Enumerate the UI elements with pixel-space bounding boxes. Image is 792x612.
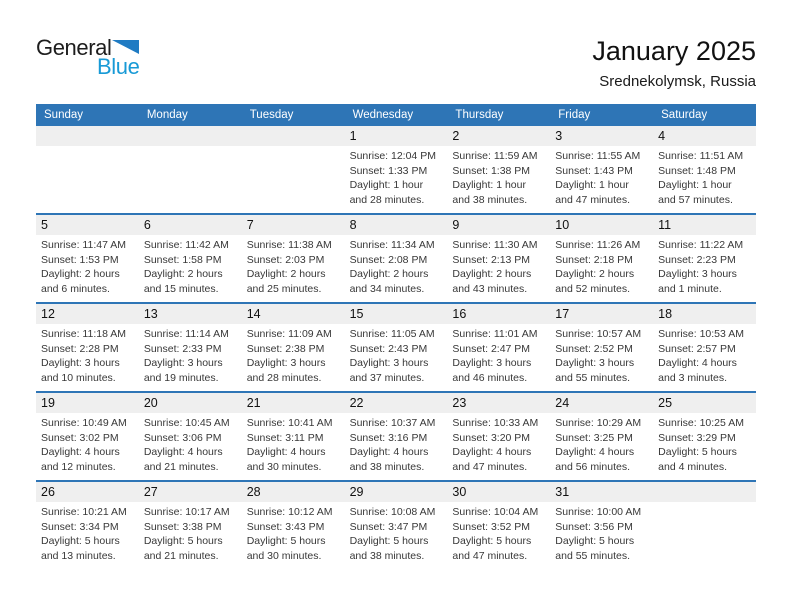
weekday-header-wednesday: Wednesday	[352, 109, 414, 121]
daylight-text: Daylight: 2 hours and 52 minutes.	[555, 268, 635, 295]
day-number	[36, 126, 139, 146]
day-number: 9	[447, 215, 550, 235]
calendar-day-cell	[36, 482, 139, 569]
calendar-day-cell	[653, 304, 756, 391]
day-details	[242, 502, 345, 569]
sunset-text: Sunset: 2:57 PM	[658, 342, 736, 355]
calendar-day-cell	[139, 215, 242, 302]
week-row	[36, 213, 756, 302]
daylight-text: Daylight: 2 hours and 6 minutes.	[41, 268, 120, 295]
day-number	[653, 482, 756, 502]
daylight-text: Daylight: 5 hours and 55 minutes.	[555, 535, 635, 562]
day-details	[242, 413, 345, 480]
sunrise-text: Sunrise: 11:42 AM	[143, 239, 229, 251]
day-number	[242, 126, 345, 146]
daylight-text: Daylight: 3 hours and 28 minutes.	[246, 357, 326, 384]
calendar-day-cell	[550, 393, 653, 480]
sunset-text: Sunset: 3:16 PM	[349, 431, 428, 444]
calendar-weeks	[36, 126, 756, 569]
daylight-text: Daylight: 4 hours and 38 minutes.	[349, 446, 429, 473]
day-number: 3	[550, 126, 653, 146]
day-details	[139, 413, 242, 480]
sunrise-text: Sunrise: 10:12 AM	[246, 506, 333, 518]
weekday-header-row	[36, 104, 756, 126]
day-details	[345, 235, 448, 302]
day-number: 27	[139, 482, 242, 502]
day-number: 6	[139, 215, 242, 235]
day-details	[345, 413, 448, 480]
sunrise-text: Sunrise: 10:57 AM	[555, 328, 642, 340]
sunset-text: Sunset: 3:47 PM	[349, 520, 428, 533]
title-block	[592, 36, 756, 91]
sunset-text: Sunset: 3:43 PM	[246, 520, 325, 533]
month-title: January 2025	[592, 36, 756, 66]
daylight-text: Daylight: 5 hours and 38 minutes.	[349, 535, 429, 562]
week-row	[36, 126, 756, 213]
sunset-text: Sunset: 3:56 PM	[555, 520, 633, 533]
sunset-text: Sunset: 1:38 PM	[452, 164, 531, 177]
calendar-day-cell	[139, 304, 242, 391]
sunset-text: Sunset: 1:58 PM	[143, 253, 222, 266]
calendar-day-cell	[447, 304, 550, 391]
calendar-day-cell	[447, 393, 550, 480]
sunset-text: Sunset: 2:03 PM	[246, 253, 325, 266]
daylight-text: Daylight: 5 hours and 13 minutes.	[41, 535, 120, 562]
day-details	[550, 235, 653, 302]
sunset-text: Sunset: 3:34 PM	[41, 520, 119, 533]
sunrise-text: Sunrise: 11:01 AM	[452, 328, 538, 340]
sunset-text: Sunset: 2:28 PM	[41, 342, 119, 355]
sunrise-text: Sunrise: 10:41 AM	[246, 417, 333, 429]
sunrise-text: Sunrise: 10:33 AM	[452, 417, 539, 429]
calendar-day-cell	[345, 393, 448, 480]
day-number: 23	[447, 393, 550, 413]
day-details	[345, 324, 448, 391]
day-number: 10	[550, 215, 653, 235]
sunset-text: Sunset: 3:29 PM	[658, 431, 736, 444]
sunset-text: Sunset: 3:20 PM	[452, 431, 531, 444]
calendar-day-cell	[447, 126, 550, 213]
sunset-text: Sunset: 3:52 PM	[452, 520, 531, 533]
day-details	[242, 324, 345, 391]
daylight-text: Daylight: 4 hours and 47 minutes.	[452, 446, 532, 473]
day-details	[36, 235, 139, 302]
calendar-day-cell	[345, 304, 448, 391]
general-blue-logo	[36, 36, 139, 77]
calendar-day-cell	[550, 482, 653, 569]
week-row	[36, 391, 756, 480]
sunset-text: Sunset: 1:43 PM	[555, 164, 633, 177]
day-details	[447, 502, 550, 569]
weekday-header-tuesday: Tuesday	[249, 109, 294, 121]
day-details	[345, 146, 448, 213]
calendar-day-cell	[242, 304, 345, 391]
week-row	[36, 480, 756, 569]
day-details	[447, 324, 550, 391]
daylight-text: Daylight: 2 hours and 15 minutes.	[143, 268, 223, 295]
sunrise-text: Sunrise: 11:59 AM	[452, 150, 538, 162]
day-details	[653, 413, 756, 480]
sunrise-text: Sunrise: 12:04 PM	[349, 150, 436, 162]
day-details	[242, 235, 345, 302]
calendar-day-cell	[242, 393, 345, 480]
day-details	[550, 413, 653, 480]
location-subtitle: Srednekolymsk, Russia	[599, 73, 756, 90]
calendar-empty-cell	[139, 126, 242, 213]
calendar-day-cell	[345, 482, 448, 569]
sunrise-text: Sunrise: 10:25 AM	[658, 417, 744, 429]
sunrise-text: Sunrise: 10:45 AM	[143, 417, 230, 429]
sunrise-text: Sunrise: 11:55 AM	[555, 150, 641, 162]
sunrise-text: Sunrise: 11:18 AM	[41, 328, 127, 340]
daylight-text: Daylight: 4 hours and 3 minutes.	[658, 357, 737, 384]
daylight-text: Daylight: 3 hours and 37 minutes.	[349, 357, 429, 384]
top-bar	[36, 36, 756, 91]
sunrise-text: Sunrise: 10:04 AM	[452, 506, 539, 518]
calendar-day-cell	[653, 126, 756, 213]
day-number: 5	[36, 215, 139, 235]
calendar-day-cell	[447, 482, 550, 569]
daylight-text: Daylight: 5 hours and 47 minutes.	[452, 535, 532, 562]
sunrise-text: Sunrise: 11:05 AM	[349, 328, 435, 340]
sunset-text: Sunset: 1:48 PM	[658, 164, 736, 177]
day-number: 26	[36, 482, 139, 502]
sunrise-text: Sunrise: 10:08 AM	[349, 506, 436, 518]
sunset-text: Sunset: 2:18 PM	[555, 253, 633, 266]
day-number: 12	[36, 304, 139, 324]
daylight-text: Daylight: 4 hours and 12 minutes.	[41, 446, 120, 473]
day-number: 11	[653, 215, 756, 235]
sunrise-text: Sunrise: 11:51 AM	[658, 150, 744, 162]
daylight-text: Daylight: 3 hours and 55 minutes.	[555, 357, 635, 384]
calendar-day-cell	[242, 215, 345, 302]
weekday-header-monday: Monday	[146, 109, 188, 121]
calendar-day-cell	[447, 215, 550, 302]
calendar-day-cell	[653, 215, 756, 302]
calendar-day-cell	[242, 482, 345, 569]
daylight-text: Daylight: 1 hour and 38 minutes.	[452, 179, 528, 206]
daylight-text: Daylight: 5 hours and 21 minutes.	[143, 535, 223, 562]
sunrise-text: Sunrise: 10:21 AM	[41, 506, 127, 518]
calendar-day-cell	[345, 215, 448, 302]
daylight-text: Daylight: 1 hour and 47 minutes.	[555, 179, 630, 206]
day-number: 24	[550, 393, 653, 413]
weekday-header-saturday: Saturday	[661, 109, 708, 121]
sunset-text: Sunset: 1:33 PM	[349, 164, 428, 177]
sunrise-text: Sunrise: 10:37 AM	[349, 417, 436, 429]
daylight-text: Daylight: 3 hours and 19 minutes.	[143, 357, 223, 384]
daylight-text: Daylight: 4 hours and 56 minutes.	[555, 446, 635, 473]
sunrise-text: Sunrise: 10:00 AM	[555, 506, 642, 518]
daylight-text: Daylight: 2 hours and 43 minutes.	[452, 268, 532, 295]
day-details	[36, 502, 139, 569]
sunrise-text: Sunrise: 11:47 AM	[41, 239, 127, 251]
daylight-text: Daylight: 3 hours and 46 minutes.	[452, 357, 532, 384]
calendar-day-cell	[139, 393, 242, 480]
sunrise-text: Sunrise: 11:34 AM	[349, 239, 435, 251]
day-number: 7	[242, 215, 345, 235]
logo-text-general: General	[36, 35, 112, 60]
sunset-text: Sunset: 2:23 PM	[658, 253, 736, 266]
day-number: 4	[653, 126, 756, 146]
calendar-day-cell	[36, 215, 139, 302]
daylight-text: Daylight: 2 hours and 25 minutes.	[246, 268, 326, 295]
day-details	[653, 146, 756, 213]
sunrise-text: Sunrise: 10:53 AM	[658, 328, 744, 340]
day-number: 30	[447, 482, 550, 502]
day-number: 21	[242, 393, 345, 413]
day-number: 17	[550, 304, 653, 324]
sunrise-text: Sunrise: 11:09 AM	[246, 328, 332, 340]
day-number: 2	[447, 126, 550, 146]
sunset-text: Sunset: 3:06 PM	[143, 431, 222, 444]
daylight-text: Daylight: 4 hours and 30 minutes.	[246, 446, 326, 473]
day-details	[653, 235, 756, 302]
sunrise-text: Sunrise: 11:14 AM	[143, 328, 229, 340]
daylight-text: Daylight: 1 hour and 57 minutes.	[658, 179, 733, 206]
day-details	[345, 502, 448, 569]
day-details	[447, 146, 550, 213]
day-details	[550, 502, 653, 569]
sunset-text: Sunset: 2:38 PM	[246, 342, 325, 355]
weekday-header-thursday: Thursday	[455, 109, 504, 121]
calendar-day-cell	[36, 393, 139, 480]
daylight-text: Daylight: 3 hours and 1 minute.	[658, 268, 737, 295]
calendar-empty-cell	[242, 126, 345, 213]
calendar-day-cell	[550, 215, 653, 302]
sunset-text: Sunset: 2:08 PM	[349, 253, 428, 266]
day-number: 16	[447, 304, 550, 324]
sunrise-text: Sunrise: 11:30 AM	[452, 239, 538, 251]
day-number: 19	[36, 393, 139, 413]
day-number: 18	[653, 304, 756, 324]
sunrise-text: Sunrise: 10:29 AM	[555, 417, 642, 429]
day-number: 1	[345, 126, 448, 146]
day-details	[139, 235, 242, 302]
calendar-empty-cell	[36, 126, 139, 213]
day-number: 14	[242, 304, 345, 324]
day-details	[447, 235, 550, 302]
daylight-text: Daylight: 5 hours and 4 minutes.	[658, 446, 737, 473]
sunset-text: Sunset: 3:02 PM	[41, 431, 119, 444]
calendar-table	[36, 104, 756, 569]
calendar-day-cell	[139, 482, 242, 569]
daylight-text: Daylight: 2 hours and 34 minutes.	[349, 268, 429, 295]
day-details	[36, 413, 139, 480]
sunset-text: Sunset: 3:38 PM	[143, 520, 222, 533]
sunset-text: Sunset: 1:53 PM	[41, 253, 119, 266]
day-number: 22	[345, 393, 448, 413]
daylight-text: Daylight: 4 hours and 21 minutes.	[143, 446, 223, 473]
sunset-text: Sunset: 2:43 PM	[349, 342, 428, 355]
day-number: 25	[653, 393, 756, 413]
day-details	[36, 324, 139, 391]
sunrise-text: Sunrise: 10:17 AM	[143, 506, 230, 518]
day-number: 8	[345, 215, 448, 235]
day-number: 20	[139, 393, 242, 413]
day-number: 29	[345, 482, 448, 502]
day-details	[653, 324, 756, 391]
calendar-day-cell	[345, 126, 448, 213]
calendar-day-cell	[550, 304, 653, 391]
day-details	[550, 146, 653, 213]
daylight-text: Daylight: 1 hour and 28 minutes.	[349, 179, 425, 206]
sunset-text: Sunset: 3:11 PM	[246, 431, 324, 444]
day-details	[447, 413, 550, 480]
day-number: 31	[550, 482, 653, 502]
calendar-day-cell	[36, 304, 139, 391]
daylight-text: Daylight: 3 hours and 10 minutes.	[41, 357, 120, 384]
sunrise-text: Sunrise: 11:38 AM	[246, 239, 332, 251]
sunrise-text: Sunrise: 11:26 AM	[555, 239, 641, 251]
sunrise-text: Sunrise: 11:22 AM	[658, 239, 744, 251]
sunset-text: Sunset: 2:13 PM	[452, 253, 531, 266]
weekday-header-sunday: Sunday	[44, 109, 84, 121]
week-row	[36, 302, 756, 391]
calendar-day-cell	[550, 126, 653, 213]
day-number: 13	[139, 304, 242, 324]
calendar-day-cell	[653, 393, 756, 480]
sunset-text: Sunset: 2:47 PM	[452, 342, 531, 355]
sunrise-text: Sunrise: 10:49 AM	[41, 417, 127, 429]
day-number: 15	[345, 304, 448, 324]
sunset-text: Sunset: 2:52 PM	[555, 342, 633, 355]
sunset-text: Sunset: 2:33 PM	[143, 342, 222, 355]
daylight-text: Daylight: 5 hours and 30 minutes.	[246, 535, 326, 562]
weekday-header-friday: Friday	[558, 109, 591, 121]
sunset-text: Sunset: 3:25 PM	[555, 431, 633, 444]
logo-triangle-icon	[112, 40, 139, 54]
calendar-empty-cell	[653, 482, 756, 569]
day-number	[139, 126, 242, 146]
day-number: 28	[242, 482, 345, 502]
day-details	[139, 324, 242, 391]
day-details	[550, 324, 653, 391]
day-details	[139, 502, 242, 569]
logo-text-blue: Blue	[97, 54, 140, 79]
